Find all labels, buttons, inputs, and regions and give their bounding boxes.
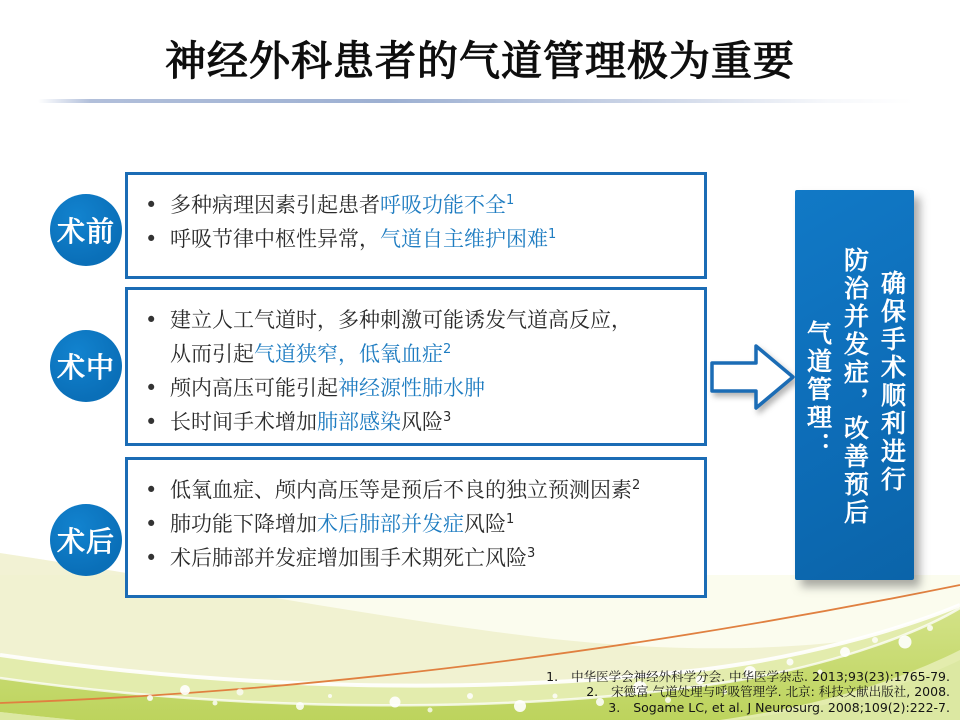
bullet-text: 肺功能下降增加术后肺部并发症风险$^1$ — [170, 512, 515, 536]
bullet-item — [140, 541, 696, 575]
stage-box-preop — [125, 172, 707, 279]
conclusion-column-ensure-surgery: 确保手术顺利进行 — [877, 270, 907, 494]
bullet-dot: • — [145, 227, 158, 251]
bullet-dot: • — [145, 308, 158, 332]
bullet-dot: • — [145, 512, 158, 536]
bullet-item — [140, 473, 696, 507]
conclusion-column-airway-management: 气道管理： — [803, 320, 833, 460]
stage-badge-intraop — [50, 330, 122, 402]
bullet-text: 颅内高压可能引起神经源性肺水肿 — [170, 376, 485, 400]
bullet-text: 低氧血症、颅内高压等是预后不良的独立预测因素$^2$ — [170, 478, 641, 502]
reference-text: 宋德富.气道处理与呼吸管理学. 北京: 科技文献出版社, 2008. — [611, 684, 950, 699]
bullet-text: 多种病理因素引起患者呼吸功能不全$^1$ — [170, 193, 515, 217]
reference-item — [546, 669, 950, 685]
bullet-text: 术后肺部并发症增加围手术期死亡风险$^3$ — [170, 546, 536, 570]
bullet-text: 呼吸节律中枢性异常，气道自主维护困难$^1$ — [170, 227, 557, 251]
bullet-item — [140, 405, 696, 439]
bullet-dot: • — [145, 546, 158, 570]
reference-number: 1. — [546, 668, 559, 684]
stage-badge-postop — [50, 504, 122, 576]
conclusion-column-prevent-complications: 防治并发症，改善预后 — [840, 247, 870, 527]
title-underline-rule — [38, 99, 914, 103]
bullet-item — [140, 188, 696, 222]
bullet-item — [140, 222, 696, 256]
slide-title: 神经外科患者的气道管理极为重要 — [165, 37, 795, 85]
reference-number: 3. — [608, 699, 621, 715]
bullet-item — [140, 303, 696, 371]
stage-box-postop — [125, 457, 707, 598]
stage-badge-label: 术后 — [56, 525, 115, 558]
bullet-dot: • — [145, 193, 158, 217]
bullet-dot: • — [145, 478, 158, 502]
bullet-dot: • — [145, 410, 158, 434]
reference-item — [546, 684, 950, 700]
reference-item — [546, 700, 950, 716]
bullet-text: 建立人工气道时，多种刺激可能诱发气道高反应， 从而引起气道狭窄，低氧血症$^2$ — [170, 308, 632, 366]
reference-number: 2. — [586, 684, 599, 699]
bullet-item — [140, 507, 696, 541]
stage-badge-label: 术前 — [56, 215, 115, 248]
stage-badge-preop — [50, 194, 122, 266]
reference-text: 中华医学会神经外科学分会. 中华医学杂志. 2013;93(23):1765-79. — [571, 668, 950, 684]
conclusion-panel — [795, 190, 914, 580]
bullet-item — [140, 371, 696, 405]
stage-badge-label: 术中 — [56, 351, 115, 384]
reference-list — [546, 669, 950, 716]
bullet-dot: • — [145, 376, 158, 400]
reference-text: Sogame LC, et al. J Neurosurg. 2008;109(2):222-7. — [633, 699, 950, 715]
bullet-text: 长时间手术增加肺部感染风险$^3$ — [170, 410, 452, 434]
right-arrow-icon — [709, 340, 797, 414]
stage-box-intraop — [125, 287, 707, 446]
